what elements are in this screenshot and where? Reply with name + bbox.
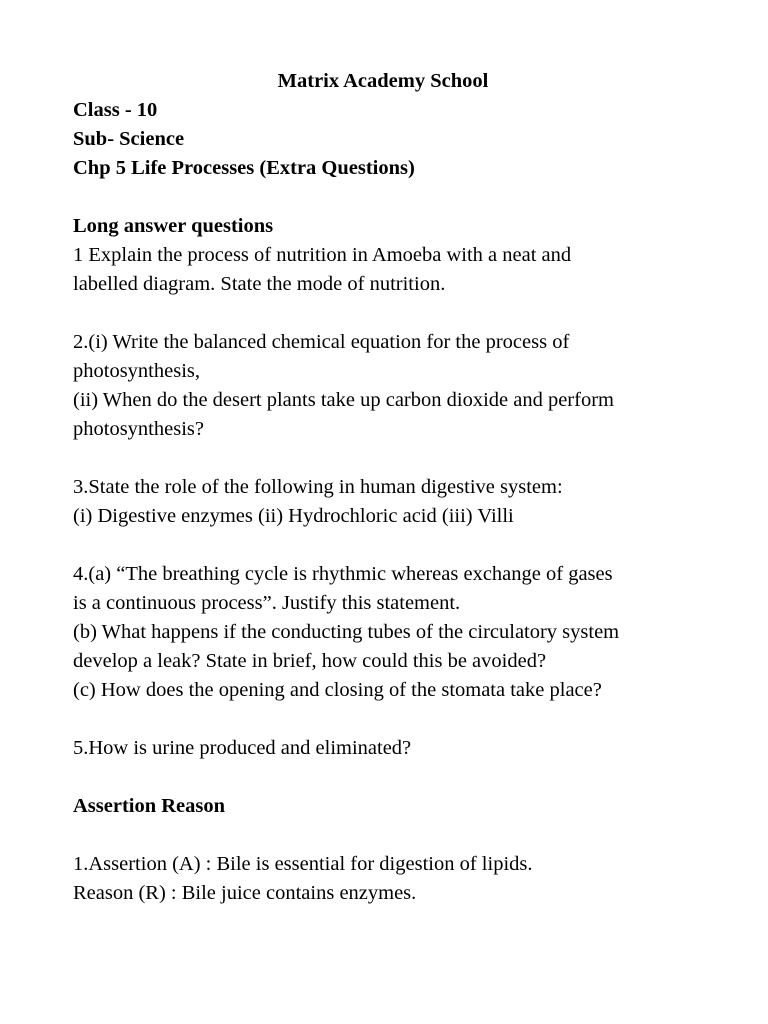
spacer [73, 705, 713, 734]
document-body [73, 67, 713, 908]
question-text-line: (ii) When do the desert plants take up carbon dioxide and perform [73, 389, 614, 411]
question-text-line: (i) Digestive enzymes (ii) Hydrochloric acid (iii) Villi [73, 505, 514, 527]
question-text-line: 1 Explain the process of nutrition in Amoeba with a neat and [73, 244, 572, 266]
question-1 [73, 241, 713, 299]
subject-line: Sub- Science [73, 128, 185, 150]
spacer [73, 444, 713, 473]
question-text-line: is a continuous process”. Justify this statement. [73, 592, 461, 614]
school-title: Matrix Academy School [277, 70, 489, 92]
spacer [73, 531, 713, 560]
question-text-line: photosynthesis? [73, 418, 204, 440]
question-2 [73, 328, 713, 444]
spacer [73, 763, 713, 792]
question-text-line: labelled diagram. State the mode of nutrition. [73, 273, 446, 295]
assertion-line: 1.Assertion (A) : Bile is essential for digestion of lipids. [73, 853, 533, 875]
spacer [73, 183, 713, 212]
question-4 [73, 560, 713, 705]
long-answer-heading: Long answer questions [73, 215, 274, 237]
chapter-title: Chp 5 Life Processes (Extra Questions) [73, 157, 415, 179]
question-text-line: (b) What happens if the conducting tubes of the circulatory system [73, 621, 620, 643]
question-text-line: 4.(a) “The breathing cycle is rhythmic whereas exchange of gases [73, 563, 613, 585]
reason-line: Reason (R) : Bile juice contains enzymes. [73, 882, 417, 904]
spacer [73, 299, 713, 328]
question-text-line: photosynthesis, [73, 360, 200, 382]
question-text-line: 3.State the role of the following in human digestive system: [73, 476, 563, 498]
spacer [73, 821, 713, 850]
question-3 [73, 473, 713, 531]
assertion-reason-heading: Assertion Reason [73, 795, 226, 817]
question-text-line: 5.How is urine produced and eliminated? [73, 737, 412, 759]
question-text-line: 2.(i) Write the balanced chemical equation for the process of [73, 331, 570, 353]
class-line: Class - 10 [73, 99, 158, 121]
question-5 [73, 734, 713, 763]
question-text-line: develop a leak? State in brief, how could this be avoided? [73, 650, 547, 672]
assertion-question-1 [73, 850, 713, 908]
question-text-line: (c) How does the opening and closing of the stomata take place? [73, 679, 602, 701]
